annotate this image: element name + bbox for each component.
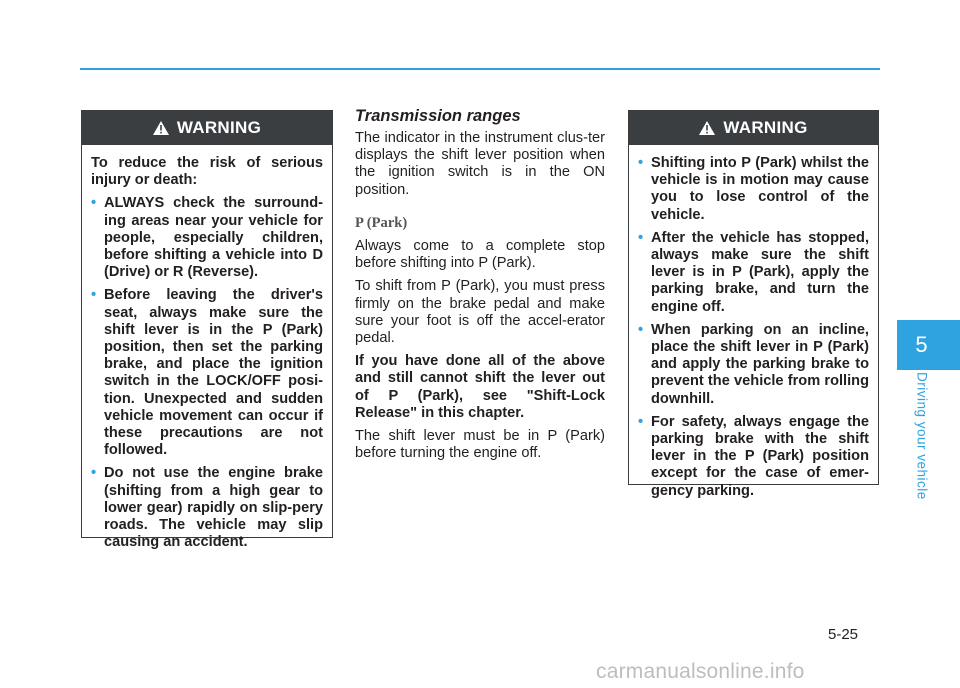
- bullet-icon: •: [638, 229, 644, 246]
- warning-header: [82, 111, 332, 145]
- paragraph: The shift lever must be in P (Park) before turning the engine off.: [355, 428, 605, 462]
- bullet-icon: •: [638, 413, 644, 430]
- chapter-title: Driving your vehicle: [914, 372, 930, 500]
- warning-item: • After the vehicle has stopped, always make sure the shift lever is in P (Park), apply the parking brake, and turn the engine off.: [638, 229, 869, 315]
- warning-item: • When parking on an incline, place the shift lever in P (Park) and apply the parking brake to prevent the vehicle from rolling downhill.: [638, 321, 869, 407]
- warning-intro: To reduce the risk of serious injury or death:: [91, 155, 323, 189]
- watermark: carmanualsonline.info: [596, 660, 805, 683]
- warning-item: • ALWAYS check the surround-ing areas near your vehicle for people, especially children, before shifting a vehicle into D (Drive) or R (Reverse).: [91, 195, 323, 281]
- bullet-icon: •: [638, 155, 644, 171]
- paragraph: Always come to a complete stop before shifting into P (Park).: [355, 238, 605, 272]
- bullet-icon: •: [91, 465, 97, 482]
- warning-triangle-icon: [153, 121, 169, 135]
- warning-body: [82, 145, 332, 551]
- park-heading: P (Park): [355, 214, 408, 231]
- warning-body: [629, 145, 878, 500]
- warning-item: • For safety, always engage the parking brake with the shift lever in the P (Park) position except for the case of emer-gency parking.: [638, 413, 869, 499]
- shift-lock-note: If you have done all of the above and still cannot shift the lever out of P (Park), see "Shift-Lock Release" in this chapter.: [355, 353, 605, 421]
- main-column: [355, 106, 605, 468]
- page-number: 5-25: [828, 626, 859, 643]
- chapter-number: 5: [915, 332, 928, 357]
- section-title: Transmission ranges: [355, 107, 521, 125]
- bullet-icon: •: [638, 321, 644, 338]
- warning-item: • Shifting into P (Park) whilst the vehicle is in motion may cause you to lose control of the vehicle.: [638, 155, 869, 223]
- warning-heading: WARNING: [723, 118, 808, 137]
- warning-heading: WARNING: [176, 118, 262, 137]
- intro-paragraph: The indicator in the instrument clus-ter displays the shift lever position when the ignition switch is in the ON position.: [355, 130, 605, 198]
- warning-triangle-icon: [699, 121, 715, 135]
- bullet-icon: •: [91, 287, 97, 304]
- warning-item: • Before leaving the driver's seat, always make sure the shift lever is in the P (Park) position, then set the parking brake, and place the ignition switch in the LOCK/OFF posi-tion. Unexpected and sudden vehicle movement can occur if these precautions are not followed.: [91, 287, 323, 459]
- header-rule: [80, 68, 880, 70]
- warning-box-right: [628, 110, 879, 499]
- warning-list: [91, 195, 323, 551]
- warning-item: • Do not use the engine brake (shifting from a high gear to lower gear) rapidly on slip-pery roads. The vehicle may slip causing an accident.: [91, 465, 323, 551]
- warning-header: [629, 111, 878, 145]
- warning-box-left: [81, 110, 333, 551]
- chapter-tab[interactable]: [897, 320, 960, 370]
- paragraph: To shift from P (Park), you must press firmly on the brake pedal and make sure your foot is off the accel-erator pedal.: [355, 278, 605, 347]
- warning-list: [638, 155, 869, 500]
- bullet-icon: •: [91, 195, 97, 212]
